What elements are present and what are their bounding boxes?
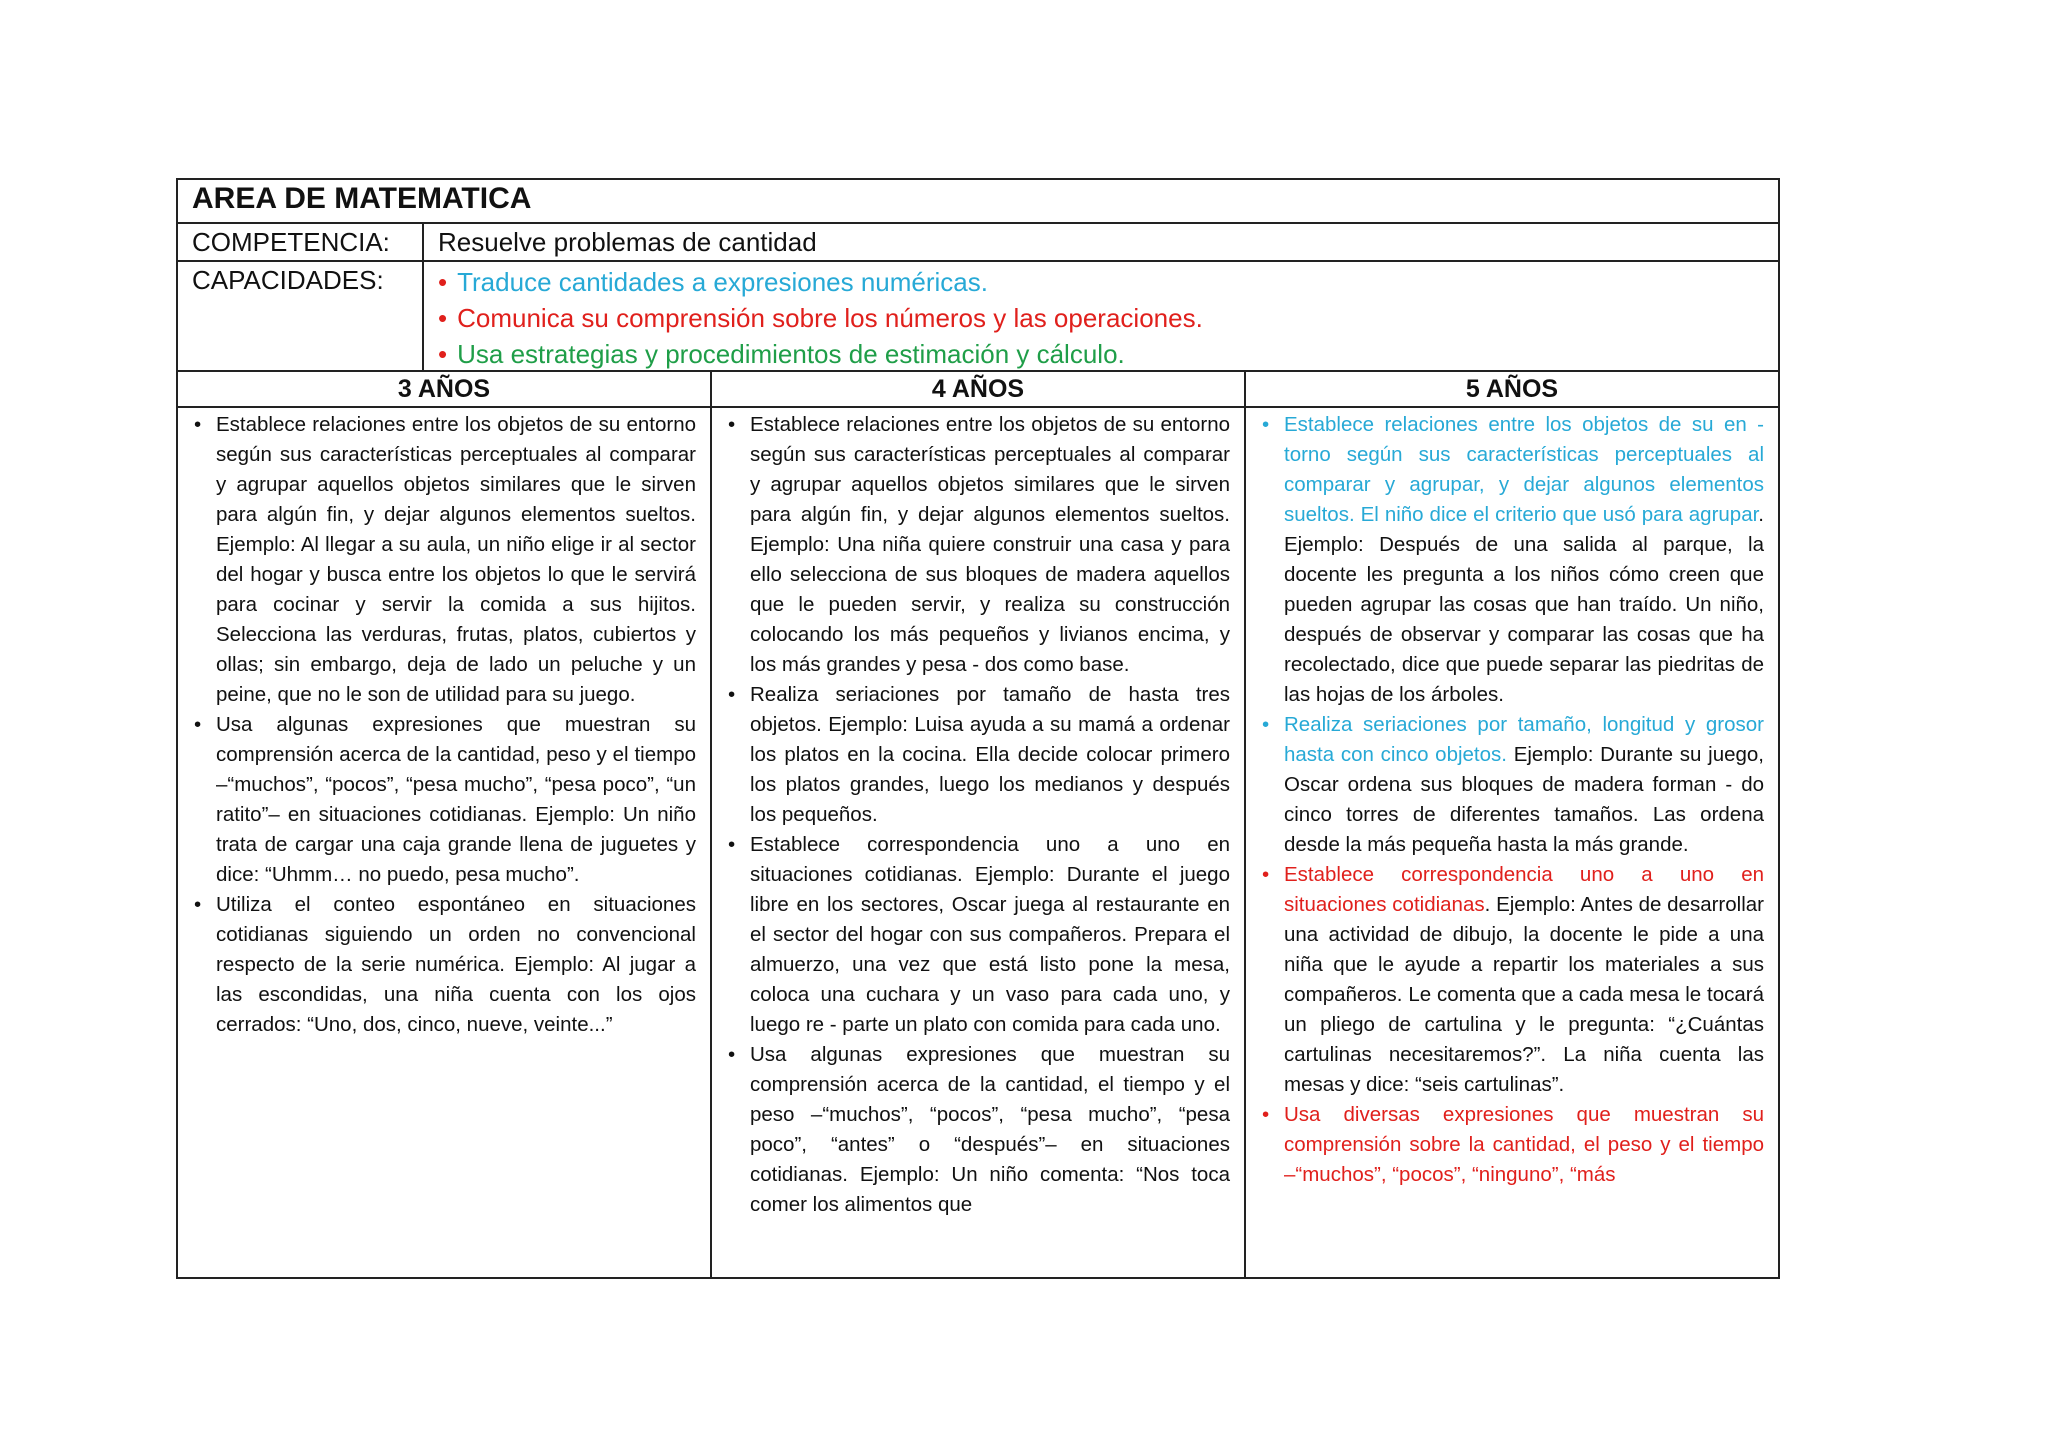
competencia-label: COMPETENCIA: <box>192 227 390 257</box>
capacidades-label: CAPACIDADES: <box>192 265 384 295</box>
capacidad-item: • Traduce cantidades a expresiones numéricas. <box>438 264 1203 300</box>
capacidad-highlight: Usa diversas expresiones que muestran su comprensión sobre la cantidad, el peso y el tiempo –“muchos”, “pocos”, “ninguno”, “más <box>1284 1103 1764 1186</box>
desempenos-row <box>178 408 1778 1277</box>
desempeno-item: • Establece relaciones entre los objetos de su entorno según sus características perceptuales al comparar y agrupar aquellos objetos similares que le sirven para algún fin, y dejar algunos elementos sueltos. Ejemplo: Al llegar a su aula, un niño elige ir al sector del hogar y busca entre los objetos lo que le servirá para cocinar y servir la comida a sus hijitos. Selecciona las verduras, frutas, platos, cubiertos y ollas; sin embargo, deja de lado un peluche y un peine, que no le son de utilidad para su juego. <box>188 410 696 710</box>
competencia-value: Resuelve problemas de cantidad <box>438 227 817 257</box>
capacidad-item: • Usa estrategias y procedimientos de estimación y cálculo. <box>438 336 1203 372</box>
competency-table <box>176 178 1780 1279</box>
capacidad-highlight: Establece relaciones entre los objetos de su en - torno según sus características perceptuales al comparar y agrupar, y dejar algunos elementos sueltos. El niño dice el criterio que usó para agrupar <box>1284 413 1764 526</box>
desempeno-item <box>1256 860 1764 1100</box>
desempeno-item: • Usa algunas expresiones que muestran su comprensión acerca de la cantidad, el tiempo y el peso –“muchos”, “pocos”, “pesa mucho”, “pesa poco”, “antes” o “después”– en situaciones cotidianas. Ejemplo: Un niño comenta: “Nos toca comer los alimentos que <box>722 1040 1230 1220</box>
age-header-4: 4 AÑOS <box>712 372 1246 406</box>
age-header-3: 3 AÑOS <box>178 372 712 406</box>
table-title: AREA DE MATEMATICA <box>192 182 532 215</box>
capacidades-row <box>178 262 1778 372</box>
desempeno-item: • Establece correspondencia uno a uno en situaciones cotidianas. Ejemplo: Durante el juego libre en los sectores, Oscar juega al restaurante en el sector del hogar con sus compañeros. Prepara el almuerzo, una vez que está listo pone la mesa, coloca una cuchara y un vaso para cada uno, y luego re - parte un plato con comida para cada uno. <box>722 830 1230 1040</box>
desempeno-item: • Realiza seriaciones por tamaño de hasta tres objetos. Ejemplo: Luisa ayuda a su mamá a ordenar los platos en la cocina. Ella decide colocar primero los platos grandes, luego los medianos y después los pequeños. <box>722 680 1230 830</box>
competencia-value-cell <box>424 224 1778 260</box>
competencia-row <box>178 224 1778 262</box>
column-5-anos <box>1246 408 1778 1277</box>
desempeno-item: • Usa algunas expresiones que muestran su comprensión acerca de la cantidad, peso y el tiempo –“muchos”, “pocos”, “pesa mucho”, “pesa poco”, “un ratito”– en situaciones cotidianas. Ejemplo: Un niño trata de cargar una caja grande llena de juguetes y dice: “Uhmm… no puedo, pesa mucho”. <box>188 710 696 890</box>
desempeno-item <box>1256 710 1764 860</box>
desempeno-item <box>1256 410 1764 710</box>
capacidades-value-cell <box>424 262 1778 370</box>
desempenos-list-3 <box>188 410 696 1040</box>
desempeno-example: . Ejemplo: Después de una salida al parque, la docente les pregunta a los niños cómo creen que pueden agrupar las cosas que han traído. Un niño, después de observar y comparar las cosas que ha recolectado, dice que puede separar las piedritas de las hojas de los árboles. <box>1284 503 1764 706</box>
column-3-anos <box>178 408 712 1277</box>
table-title-row <box>178 180 1778 224</box>
desempenos-list-4 <box>722 410 1230 1220</box>
desempeno-example: . Ejemplo: Antes de desarrollar una actividad de dibujo, la docente le pide a una niña que le ayude a repartir los materiales a sus compañeros. Le comenta que a cada mesa le tocará un pliego de cartulina y le pregunta: “¿Cuántas cartulinas necesitaremos?”. La niña cuenta las mesas y dice: “seis cartulinas”. <box>1284 893 1764 1096</box>
age-header-row <box>178 372 1778 408</box>
desempeno-item <box>1256 1100 1764 1190</box>
desempeno-item: • Establece relaciones entre los objetos de su entorno según sus características perceptuales al comparar y agrupar aquellos objetos similares que le sirven para algún fin, y dejar algunos elementos sueltos. Ejemplo: Una niña quiere construir una casa y para ello selecciona de sus bloques de madera aquellos que le pueden servir, y realiza su construcción colocando los más pequeños y livianos encima, y los más grandes y pesa - dos como base. <box>722 410 1230 680</box>
competencia-label-cell <box>178 224 424 260</box>
desempenos-list-5 <box>1256 410 1764 1190</box>
capacidad-highlight: Realiza seriaciones por tamaño, longitud y grosor hasta con cinco objetos. <box>1284 713 1764 766</box>
capacidades-label-cell <box>178 262 424 370</box>
desempeno-item: • Utiliza el conteo espontáneo en situaciones cotidianas siguiendo un orden no convencional respecto de la serie numérica. Ejemplo: Al jugar a las escondidas, una niña cuenta con los ojos cerrados: “Uno, dos, cinco, nueve, veinte...” <box>188 890 696 1040</box>
capacidad-item: • Comunica su comprensión sobre los números y las operaciones. <box>438 300 1203 336</box>
desempeno-example: Ejemplo: Durante su juego, Oscar ordena sus bloques de madera forman - do cinco torres de diferentes tamaños. Las ordena desde la más pequeña hasta la más grande. <box>1284 743 1764 856</box>
column-4-anos <box>712 408 1246 1277</box>
capacidades-list <box>438 264 1203 372</box>
age-header-5: 5 AÑOS <box>1465 375 1559 403</box>
capacidad-highlight: Establece correspondencia uno a uno en situaciones cotidianas <box>1284 863 1764 916</box>
